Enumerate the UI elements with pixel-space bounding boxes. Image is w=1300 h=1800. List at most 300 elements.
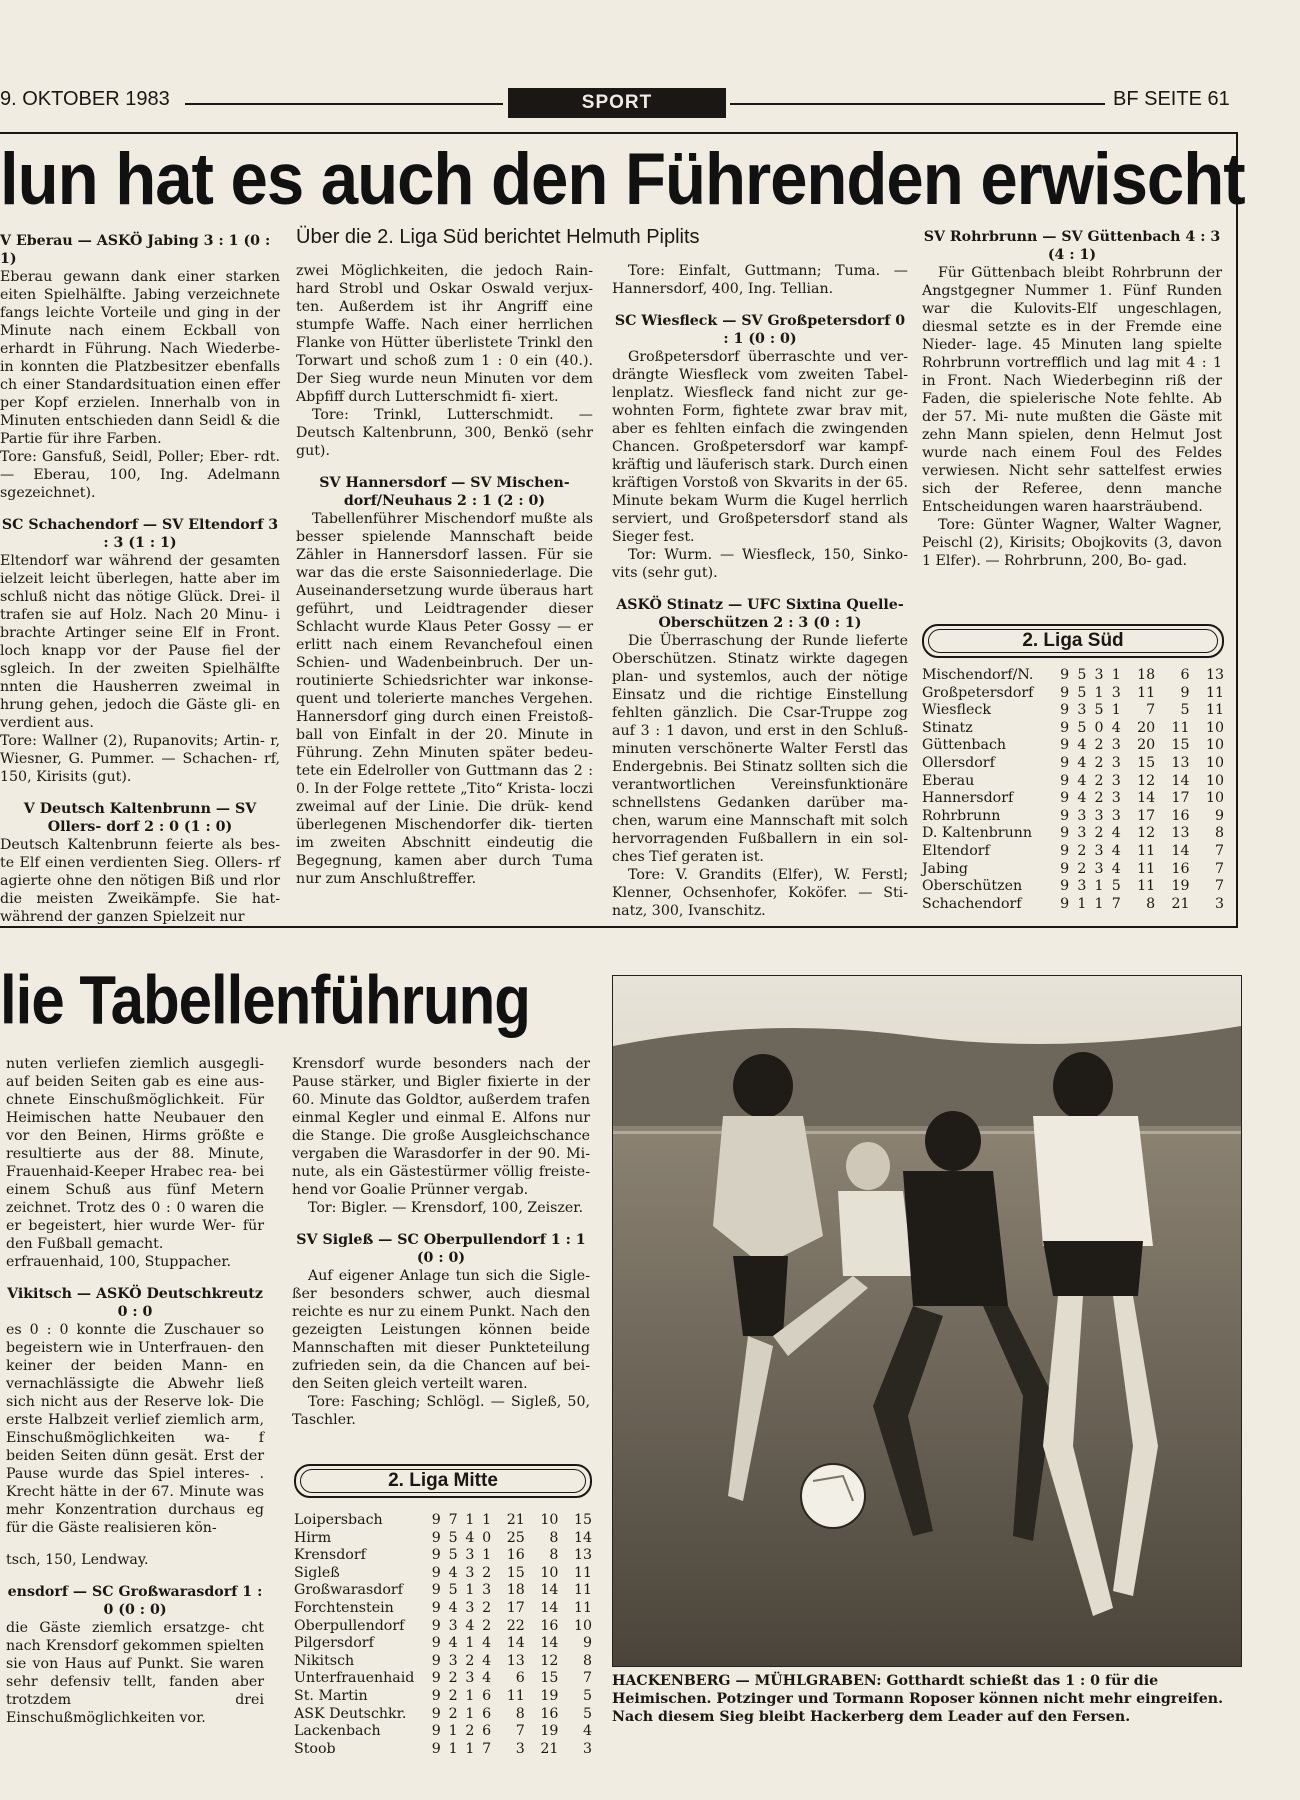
match-heading: Vikitsch — ASKÖ Deutschkreutz 0 : 0 bbox=[7, 1286, 263, 1320]
team-name: Güttenbach bbox=[922, 737, 1007, 754]
stat-cell: 4 bbox=[1077, 754, 1087, 771]
stat-cell: 3 bbox=[1111, 790, 1121, 807]
stat-cell: 1 bbox=[465, 1582, 475, 1599]
stat-cell: 4 bbox=[465, 1529, 475, 1546]
stat-cell: 0 bbox=[482, 1529, 492, 1546]
table-row bbox=[294, 1741, 592, 1759]
match-report: Auf eigener Anlage tun sich die Sigle- ßer besonders schwer, auch diesmal reichte es nur zu einem Punkt. Nach den gezeigten Leistungen können beide Mannschaften mit dieser Punkteteilung zufrieden sein, da die Chancen auf bei- den Seiten gleich verteilt waren. bbox=[292, 1268, 590, 1392]
stat-cell: 10 bbox=[573, 1617, 592, 1634]
stat-cell: 9 bbox=[431, 1705, 441, 1722]
team-name: St. Martin bbox=[294, 1687, 368, 1704]
stat-cell: 8 bbox=[1146, 895, 1156, 912]
stat-cell: 1 bbox=[465, 1512, 475, 1528]
stat-cell: 10 bbox=[540, 1512, 559, 1528]
headline-top: lun hat es auch den Führenden erwischt bbox=[0, 137, 1245, 220]
stat-cell: 7 bbox=[1214, 878, 1224, 895]
table-row bbox=[294, 1670, 592, 1688]
stat-cell: 17 bbox=[506, 1599, 525, 1616]
stat-cell: 5 bbox=[448, 1529, 458, 1546]
stat-cell: 4 bbox=[482, 1652, 492, 1669]
table-row bbox=[922, 667, 1224, 685]
stat-cell: 9 bbox=[431, 1547, 441, 1564]
stat-cell: 7 bbox=[1111, 895, 1121, 912]
stat-cell: 17 bbox=[1137, 807, 1156, 824]
stat-cell: 2 bbox=[465, 1652, 475, 1669]
team-name: Rohrbrunn bbox=[922, 807, 1001, 824]
bottom-column-1 bbox=[6, 1055, 264, 1727]
table-row bbox=[922, 861, 1224, 879]
stat-cell: 7 bbox=[448, 1512, 458, 1528]
team-name: ASK Deutschkr. bbox=[294, 1705, 407, 1722]
stat-cell: 7 bbox=[1214, 842, 1224, 859]
stat-cell: 7 bbox=[482, 1740, 492, 1757]
stat-cell: 6 bbox=[515, 1670, 525, 1687]
stat-cell: 9 bbox=[1060, 772, 1070, 789]
stat-cell: 4 bbox=[582, 1723, 592, 1740]
stat-cell: 1 bbox=[465, 1740, 475, 1757]
stat-cell: 3 bbox=[1094, 667, 1104, 683]
stat-cell: 16 bbox=[1171, 807, 1190, 824]
table-row bbox=[922, 702, 1224, 720]
stat-cell: 2 bbox=[1077, 842, 1087, 859]
stat-cell: 1 bbox=[1094, 895, 1104, 912]
stat-cell: 11 bbox=[1205, 684, 1224, 701]
stat-cell: 3 bbox=[1111, 754, 1121, 771]
stat-cell: 20 bbox=[1137, 737, 1156, 754]
stat-cell: 15 bbox=[1137, 754, 1156, 771]
stat-cell: 4 bbox=[1077, 772, 1087, 789]
stat-cell: 3 bbox=[1094, 860, 1104, 877]
stat-cell: 5 bbox=[1077, 684, 1087, 701]
match-heading: SV Hannersdorf — SV Mischen- dorf/Neuhaus 2 : 1 (2 : 0) bbox=[319, 475, 570, 509]
stat-cell: 16 bbox=[540, 1617, 559, 1634]
standings-table-mitte bbox=[294, 1512, 592, 1758]
stat-cell: 15 bbox=[1171, 737, 1190, 754]
stat-cell: 9 bbox=[1060, 667, 1070, 683]
stat-cell: 1 bbox=[1094, 878, 1104, 895]
stat-cell: 12 bbox=[1137, 772, 1156, 789]
team-name: Eltendorf bbox=[922, 842, 990, 859]
stat-cell: 5 bbox=[582, 1687, 592, 1704]
stat-cell: 9 bbox=[1180, 684, 1190, 701]
team-name: Loipersbach bbox=[294, 1512, 383, 1528]
stat-cell: 3 bbox=[448, 1652, 458, 1669]
header-rule-left bbox=[185, 103, 503, 105]
stat-cell: 2 bbox=[482, 1617, 492, 1634]
stat-cell: 4 bbox=[482, 1670, 492, 1687]
stat-cell: 1 bbox=[1111, 702, 1121, 719]
stat-cell: 7 bbox=[1146, 702, 1156, 719]
stat-cell: 13 bbox=[1171, 754, 1190, 771]
table-row bbox=[922, 878, 1224, 896]
stat-cell: 3 bbox=[465, 1547, 475, 1564]
table-row bbox=[294, 1512, 592, 1530]
team-name: Sigleß bbox=[294, 1564, 340, 1581]
table-row bbox=[922, 843, 1224, 861]
team-name: Nikitsch bbox=[294, 1652, 355, 1669]
stat-cell: 1 bbox=[1111, 667, 1121, 683]
match-report: zwei Möglichkeiten, die jedoch Rain- hard Strobl und Oskar Oswald verjux- ten. Außerdem ist ihr Angriff eine stumpfe Waffe. Nach einer herrlichen Flanke von Hütter überlistete Trinkl den Torwart und schoß zum 1 : 0 ein (40.). Der Sieg wurde neun Minuten vor dem Abpfiff durch Lutterschmidt fi- xiert. bbox=[296, 263, 593, 405]
team-name: Großpetersdorf bbox=[922, 684, 1034, 701]
stat-cell: 7 bbox=[1214, 860, 1224, 877]
bottom-column-2 bbox=[292, 1055, 590, 1429]
stat-cell: 10 bbox=[540, 1564, 559, 1581]
stat-cell: 3 bbox=[1094, 842, 1104, 859]
match-report: nuten verliefen ziemlich ausgegli- auf beiden Seiten gab es eine aus- chnete Einschußmöglichkeit. Für Heimischen hatte Neubauer den vor den Beinen, Hirms größte e resultierte aus der 88. Minute, Frauenhaid-Keeper Hrabec rea- bei einem Schuß aus fünf Metern zeichnet. Trotz des 0 : 0 waren die er begeistert, hier wurde Wer- für den Fußball gemacht. bbox=[6, 1056, 264, 1252]
stat-cell: 4 bbox=[1077, 790, 1087, 807]
stat-cell: 2 bbox=[1094, 825, 1104, 842]
stat-cell: 3 bbox=[465, 1670, 475, 1687]
stat-cell: 3 bbox=[1077, 807, 1087, 824]
page-number: BF SEITE 61 bbox=[1113, 88, 1230, 110]
stat-cell: 9 bbox=[1060, 842, 1070, 859]
table-row bbox=[922, 896, 1224, 914]
match-heading: SV Rohrbrunn — SV Güttenbach 4 : 3 (4 : 1) bbox=[923, 229, 1221, 263]
stat-cell: 9 bbox=[1060, 790, 1070, 807]
stat-cell: 9 bbox=[431, 1740, 441, 1757]
team-name: Hirm bbox=[294, 1529, 332, 1546]
stat-cell: 9 bbox=[1214, 807, 1224, 824]
match-report: Für Güttenbach bleibt Rohrbrunn der Angstgegner Nummer 1. Fünf Runden war die Kulovits-Elf ungeschlagen, diesmal setzte es in der Fremde eine Nieder- lage. 45 Minuten lang spielte Rohrbrunn vortrefflich und lag mit 4 : 1 in Front. Nach Wiederbeginn riß der Faden, die spielerische Note fehlte. Ab der 57. Mi- nute mußten die Gäste mit zehn Mann spielen, denn Helmut Jost wurde nach einem Foul des Feldes verwiesen. Nicht sehr sattelfest erwies sich der Referee, denn manche Entscheidungen waren haarsträubend. bbox=[922, 265, 1222, 515]
stat-cell: 8 bbox=[515, 1705, 525, 1722]
article-subtitle: Über die 2. Liga Süd berichtet Helmuth Piplits bbox=[296, 226, 700, 248]
stat-cell: 13 bbox=[506, 1652, 525, 1669]
stat-cell: 19 bbox=[540, 1687, 559, 1704]
stat-cell: 9 bbox=[431, 1670, 441, 1687]
team-name: Pilgersdorf bbox=[294, 1635, 374, 1652]
stat-cell: 10 bbox=[1205, 719, 1224, 736]
article-column-3 bbox=[612, 262, 908, 920]
stat-cell: 11 bbox=[1205, 702, 1224, 719]
stat-cell: 19 bbox=[540, 1723, 559, 1740]
stat-cell: 9 bbox=[431, 1687, 441, 1704]
match-heading: SC Schachendorf — SV Eltendorf 3 : 3 (1 : 1) bbox=[1, 517, 279, 551]
table-row bbox=[294, 1635, 592, 1653]
stat-cell: 8 bbox=[549, 1529, 559, 1546]
stat-cell: 11 bbox=[1137, 842, 1156, 859]
stat-cell: 4 bbox=[448, 1635, 458, 1652]
match-scorers: Tore: Fasching; Schlögl. — Sigleß, 50, Taschler. bbox=[292, 1394, 590, 1428]
team-name: D. Kaltenbrunn bbox=[922, 825, 1032, 842]
team-name: Unterfrauenhaid bbox=[294, 1670, 415, 1687]
stat-cell: 4 bbox=[1111, 825, 1121, 842]
stat-cell: 2 bbox=[448, 1705, 458, 1722]
team-name: Ollersdorf bbox=[922, 754, 995, 771]
stat-cell: 2 bbox=[1094, 754, 1104, 771]
table-row bbox=[294, 1723, 592, 1741]
stat-cell: 19 bbox=[1171, 878, 1190, 895]
table-row bbox=[922, 808, 1224, 826]
team-name: Eberau bbox=[922, 772, 975, 789]
stat-cell: 4 bbox=[448, 1599, 458, 1616]
stat-cell: 1 bbox=[448, 1723, 458, 1740]
stat-cell: 5 bbox=[1094, 702, 1104, 719]
table-row bbox=[922, 773, 1224, 791]
stat-cell: 16 bbox=[540, 1705, 559, 1722]
match-report: Krensdorf wurde besonders nach der Pause stärker, und Bigler fixierte in der 60. Minute das Goldtor, außerdem trafen einmal Kegler und einmal E. Alfons nur die Stange. Die große Ausgleichschance vergaben die Warasdorfer in der 90. Mi- nute, als ein Gästestürmer völlig freiste- hend vor Goalie Prünner vergab. bbox=[292, 1056, 590, 1198]
stat-cell: 14 bbox=[1137, 790, 1156, 807]
header-rule-right bbox=[730, 103, 1105, 105]
stat-cell: 3 bbox=[1111, 772, 1121, 789]
match-scorers: Tore: Trinkl, Lutterschmidt. — Deutsch Kaltenbrunn, 300, Benkö (sehr gut). bbox=[296, 407, 593, 459]
match-heading: SC Wiesfleck — SV Großpetersdorf 0 : 1 (0 : 0) bbox=[614, 313, 906, 347]
table-row bbox=[294, 1565, 592, 1583]
stat-cell: 13 bbox=[1171, 825, 1190, 842]
stat-cell: 9 bbox=[1060, 702, 1070, 719]
stat-cell: 4 bbox=[482, 1635, 492, 1652]
match-scorers: Tore: V. Grandits (Elfer), W. Ferstl; Klenner, Ochsenhofer, Koköfer. — Sti- natz, 300, Ivanschitz. bbox=[612, 867, 908, 919]
stat-cell: 21 bbox=[540, 1740, 559, 1757]
stat-cell: 8 bbox=[1214, 825, 1224, 842]
stat-cell: 22 bbox=[506, 1617, 525, 1634]
match-photo bbox=[612, 975, 1242, 1667]
stat-cell: 10 bbox=[1205, 737, 1224, 754]
stat-cell: 16 bbox=[506, 1547, 525, 1564]
table-row bbox=[294, 1600, 592, 1618]
match-report: Eberau gewann dank einer starken eiten Spielhälfte. Jabing verzeichnete fangs leichte Vorteile und ging in der Minute nach einem Eckball von erhardt in Führung. Nach Wiederbe- in konnten die Platzbesitzer ebenfalls ch einer Standardsituation einen effer per Kopf erzielen. Innerhalb von in Minuten entschieden dann Seidl & die Partie für ihre Farben. bbox=[0, 269, 280, 447]
match-heading: V Deutsch Kaltenbrunn — SV Ollers- dorf 2 : 0 (1 : 0) bbox=[23, 801, 257, 835]
table-row bbox=[294, 1688, 592, 1706]
stat-cell: 1 bbox=[482, 1512, 492, 1528]
team-name: Hannersdorf bbox=[922, 790, 1014, 807]
table-row bbox=[922, 685, 1224, 703]
stat-cell: 14 bbox=[540, 1635, 559, 1652]
stat-cell: 2 bbox=[482, 1564, 492, 1581]
stat-cell: 7 bbox=[515, 1723, 525, 1740]
team-name: Oberpullendorf bbox=[294, 1617, 405, 1634]
article-column-4 bbox=[922, 228, 1222, 570]
table-row bbox=[922, 720, 1224, 738]
stat-cell: 1 bbox=[482, 1547, 492, 1564]
match-heading: ASKÖ Stinatz — UFC Sixtina Quelle- Oberschützen 2 : 3 (0 : 1) bbox=[616, 597, 904, 631]
stat-cell: 21 bbox=[506, 1512, 525, 1528]
team-name: Stinatz bbox=[922, 719, 973, 736]
headline-bottom: lie Tabellenführung bbox=[0, 961, 530, 1039]
table-row bbox=[922, 790, 1224, 808]
stat-cell: 9 bbox=[1060, 684, 1070, 701]
team-name: Oberschützen bbox=[922, 878, 1023, 895]
table-row bbox=[294, 1706, 592, 1724]
stat-cell: 1 bbox=[465, 1705, 475, 1722]
stat-cell: 15 bbox=[573, 1512, 592, 1528]
table-row bbox=[922, 825, 1224, 843]
match-report: Großpetersdorf überraschte und ver- drängte Wiesfleck vom zweiten Tabel- lenplatz. Wiesfleck fand nicht zur ge- wohnten Form, fightete zwar brav mit, aber es fehlten einfach die zwingenden Chancen. Großpetersdorf war kampf- kräftig und läuferisch stark. Durch einen kräftigen Vorstoß von Skvarits in der 65. Minute bekam Wurm die Kugel herrlich serviert, und Großpetersdorf stand als Sieger fest. bbox=[612, 349, 908, 545]
table-row bbox=[294, 1618, 592, 1636]
stat-cell: 12 bbox=[540, 1652, 559, 1669]
stat-cell: 11 bbox=[1137, 684, 1156, 701]
team-name: Lackenbach bbox=[294, 1723, 381, 1740]
stat-cell: 9 bbox=[1060, 737, 1070, 754]
stat-cell: 16 bbox=[1171, 860, 1190, 877]
stat-cell: 25 bbox=[506, 1529, 525, 1546]
stat-cell: 18 bbox=[506, 1582, 525, 1599]
stat-cell: 3 bbox=[1077, 878, 1087, 895]
stat-cell: 5 bbox=[582, 1705, 592, 1722]
stat-cell: 14 bbox=[540, 1582, 559, 1599]
team-name: Jabing bbox=[922, 860, 968, 877]
stat-cell: 5 bbox=[448, 1547, 458, 1564]
stat-cell: 3 bbox=[1077, 702, 1087, 719]
photo-caption: HACKENBERG — MÜHLGRABEN: Gotthardt schießt das 1 : 0 für die Heimischen. Potzinger und Tormann Roposer können nicht mehr eingreifen. Nach diesem Sieg bleibt Hackerberg dem Leader auf den Fersen. bbox=[612, 1673, 1224, 1725]
stat-cell: 1 bbox=[1094, 684, 1104, 701]
stat-cell: 11 bbox=[1137, 878, 1156, 895]
stat-cell: 9 bbox=[1060, 754, 1070, 771]
stat-cell: 5 bbox=[1111, 878, 1121, 895]
stat-cell: 1 bbox=[448, 1740, 458, 1757]
stat-cell: 18 bbox=[1137, 667, 1156, 683]
stat-cell: 2 bbox=[1094, 737, 1104, 754]
stat-cell: 11 bbox=[1171, 719, 1190, 736]
stat-cell: 9 bbox=[431, 1564, 441, 1581]
issue-date: 9. OKTOBER 1983 bbox=[0, 88, 170, 110]
stat-cell: 1 bbox=[465, 1687, 475, 1704]
stat-cell: 14 bbox=[506, 1635, 525, 1652]
stat-cell: 9 bbox=[431, 1582, 441, 1599]
table-row bbox=[922, 737, 1224, 755]
stat-cell: 2 bbox=[1094, 772, 1104, 789]
match-report: es 0 : 0 konnte die Zuschauer so begeistern wie in Unterfrauen- den keiner der beiden Mann- en vernachlässigte die Abwehr ließ sich nicht aus der Reserve lok- Die erste Halbzeit verlief ziemlich arm, Einschußmöglichkeiten wa- f beiden Seiten dünn gesät. Erst der Pause wurde das Spiel interes- . Krecht hätte in der 67. Minute was mehr Konzentration durchaus eg für die Gäste realisieren kön- bbox=[6, 1322, 264, 1536]
stat-cell: 9 bbox=[431, 1512, 441, 1528]
stat-cell: 6 bbox=[1180, 667, 1190, 683]
match-report: Die Überraschung der Runde lieferte Oberschützen. Stinatz wirkte dagegen plan- und systemlos, auch der nötige Einsatz und die richtige Einstellung fehlten gänzlich. Die Csar-Truppe zog auf 3 : 1 davon, und erst in den Schluß- minuten verschönerte Walter Ferstl das Endergebnis. Bei Stinatz sollten sich die verantwortlichen Vereinsfunktionäre schnellstens Gedanken darüber ma- chen, warum eine Mannschaft mit solch hervorragenden Fußballern in ein sol- ches Tief geraten ist. bbox=[612, 633, 908, 865]
stat-cell: 10 bbox=[1205, 754, 1224, 771]
stat-cell: 1 bbox=[465, 1635, 475, 1652]
stat-cell: 6 bbox=[482, 1687, 492, 1704]
stat-cell: 14 bbox=[540, 1599, 559, 1616]
stat-cell: 9 bbox=[431, 1723, 441, 1740]
match-scorers: Tore: Einfalt, Guttmann; Tuma. — Hannersdorf, 400, Ing. Tellian. bbox=[612, 263, 908, 297]
match-scorers: Tor: Bigler. — Krensdorf, 100, Zeiszer. bbox=[308, 1200, 584, 1216]
stat-cell: 4 bbox=[1111, 842, 1121, 859]
stat-cell: 12 bbox=[1137, 825, 1156, 842]
stat-cell: 14 bbox=[573, 1529, 592, 1546]
match-report: die Gäste ziemlich ersatzge- cht nach Krensdorf gekommen spielten sie von Haus auf Punkt. Sie waren sehr defensiv tellt, fanden aber trotzdem drei Einschußmöglichkeiten vor. bbox=[6, 1620, 264, 1726]
team-name: Wiesfleck bbox=[922, 702, 991, 719]
stat-cell: 11 bbox=[573, 1582, 592, 1599]
stat-cell: 3 bbox=[1214, 895, 1224, 912]
stat-cell: 4 bbox=[448, 1564, 458, 1581]
stat-cell: 9 bbox=[1060, 825, 1070, 842]
stat-cell: 10 bbox=[1205, 772, 1224, 789]
section-label: SPORT bbox=[508, 88, 726, 118]
match-heading: SV Sigleß — SC Oberpullendorf 1 : 1 (0 : 0) bbox=[296, 1232, 586, 1266]
match-referee: erfrauenhaid, 100, Stuppacher. bbox=[6, 1254, 232, 1270]
stat-cell: 15 bbox=[540, 1670, 559, 1687]
stat-cell: 5 bbox=[1077, 719, 1087, 736]
stat-cell: 9 bbox=[1060, 719, 1070, 736]
stat-cell: 15 bbox=[506, 1564, 525, 1581]
team-name: Mischendorf/N. bbox=[922, 667, 1034, 683]
stat-cell: 11 bbox=[573, 1599, 592, 1616]
stat-cell: 9 bbox=[431, 1529, 441, 1546]
table-row bbox=[294, 1582, 592, 1600]
stat-cell: 11 bbox=[1137, 860, 1156, 877]
stat-cell: 3 bbox=[482, 1582, 492, 1599]
stat-cell: 3 bbox=[1111, 684, 1121, 701]
stat-cell: 17 bbox=[1171, 790, 1190, 807]
stat-cell: 9 bbox=[431, 1652, 441, 1669]
stat-cell: 13 bbox=[573, 1547, 592, 1564]
article-column-2 bbox=[296, 262, 593, 888]
table-row bbox=[294, 1530, 592, 1548]
stat-cell: 3 bbox=[1094, 807, 1104, 824]
team-name: Krensdorf bbox=[294, 1547, 366, 1564]
table-row bbox=[294, 1653, 592, 1671]
stat-cell: 9 bbox=[1060, 878, 1070, 895]
stat-cell: 3 bbox=[582, 1740, 592, 1757]
match-scorers: Tor: Wurm. — Wiesfleck, 150, Sinko- vits (sehr gut). bbox=[612, 547, 908, 581]
stat-cell: 9 bbox=[431, 1635, 441, 1652]
stat-cell: 13 bbox=[1205, 667, 1224, 683]
stat-cell: 10 bbox=[1205, 790, 1224, 807]
stat-cell: 9 bbox=[582, 1635, 592, 1652]
stat-cell: 4 bbox=[465, 1617, 475, 1634]
stat-cell: 2 bbox=[448, 1670, 458, 1687]
stat-cell: 5 bbox=[448, 1582, 458, 1599]
match-report: Deutsch Kaltenbrunn feierte als bes- te Elf einen verdienten Sieg. Ollers- rf agierte ohne den nötigen Biß und rlor die meisten Zweikämpfe. Sie hat- während der ganzen Spielzeit nur bbox=[0, 837, 280, 925]
team-name: Großwarasdorf bbox=[294, 1582, 403, 1599]
table-title-mitte: 2. Liga Mitte bbox=[294, 1464, 592, 1498]
table-row bbox=[294, 1547, 592, 1565]
stat-cell: 4 bbox=[1077, 737, 1087, 754]
stat-cell: 3 bbox=[1077, 825, 1087, 842]
stat-cell: 11 bbox=[506, 1687, 525, 1704]
stat-cell: 21 bbox=[1171, 895, 1190, 912]
stat-cell: 5 bbox=[1077, 667, 1087, 683]
stat-cell: 3 bbox=[465, 1564, 475, 1581]
stat-cell: 9 bbox=[1060, 860, 1070, 877]
stat-cell: 5 bbox=[1180, 702, 1190, 719]
stat-cell: 9 bbox=[431, 1617, 441, 1634]
match-report: Tabellenführer Mischendorf mußte als besser spielende Mannschaft beide Zähler in Hannersdorf lassen. Für sie war das die erste Saisonniederlage. Die Auseinandersetzung wurde überaus hart geführt, und Leidtragender dieser Schlacht wurde Klaus Peter Gossy — er erlitt nach einem Revanchefoul einen Schien- und Wadenbeinbruch. Der un- routinierte Schiedsrichter war inkonse- quent und tolerierte manches Vergehen. Hannersdorf ging durch einen Freistoß- ball von Einfalt in der 20. Minute in Führung. Zehn Minuten später bedeu- tete ein Edelroller von Guttmann das 2 : 0. In der Folge rettete „Tito“ Krista- loczi zweimal auf der Linie. Die drük- kend überlegenen Mischendorfer dik- tierten im zweiten Abschnitt eindeutig die Begegnung, kamen aber durch Tuma nur zum Anschlußtreffer. bbox=[296, 511, 593, 887]
stat-cell: 6 bbox=[482, 1723, 492, 1740]
stat-cell: 9 bbox=[1060, 895, 1070, 912]
stat-cell: 2 bbox=[465, 1723, 475, 1740]
stat-cell: 14 bbox=[1171, 842, 1190, 859]
table-title-sued: 2. Liga Süd bbox=[922, 624, 1224, 658]
stat-cell: 3 bbox=[1111, 807, 1121, 824]
stat-cell: 7 bbox=[582, 1670, 592, 1687]
stat-cell: 2 bbox=[1077, 860, 1087, 877]
table-row bbox=[922, 755, 1224, 773]
match-heading: ensdorf — SC Großwarasdorf 1 : 0 (0 : 0) bbox=[7, 1584, 263, 1618]
stat-cell: 4 bbox=[1111, 719, 1121, 736]
stat-cell: 4 bbox=[1111, 860, 1121, 877]
stat-cell: 14 bbox=[1171, 772, 1190, 789]
stat-cell: 3 bbox=[515, 1740, 525, 1757]
stat-cell: 3 bbox=[1111, 737, 1121, 754]
stat-cell: 3 bbox=[465, 1599, 475, 1616]
match-heading: V Eberau — ASKÖ Jabing 3 : 1 (0 : 1) bbox=[0, 233, 271, 267]
team-name: Schachendorf bbox=[922, 895, 1022, 912]
stat-cell: 20 bbox=[1137, 719, 1156, 736]
article-column-1 bbox=[0, 232, 280, 926]
match-scorers: Tore: Wallner (2), Rupanovits; Artin- r, Wiesner, G. Pummer. — Schachen- rf, 150, Kirisits (gut). bbox=[0, 733, 280, 785]
stat-cell: 11 bbox=[573, 1564, 592, 1581]
match-scorers: Tore: Gansfuß, Seidl, Poller; Eber- rdt. — Eberau, 100, Ing. Adelmann sgezeichnet). bbox=[0, 449, 280, 501]
stat-cell: 9 bbox=[431, 1599, 441, 1616]
match-report: Eltendorf war während der gesamten ielzeit leicht überlegen, hatte aber im schluß nicht das nötige Glück. Drei- il trafen sie auf Holz. Nach 20 Minu- i brachte Artinger seine Elf in Front. loch knapp vor der Pause fiel der sgleich. In der zweiten Spielhälfte nnten die Hausherren zweimal in hrung gehen, jedoch die Gäste gli- en verdient aus. bbox=[0, 553, 280, 731]
stat-cell: 1 bbox=[1077, 895, 1087, 912]
team-name: Stoob bbox=[294, 1740, 336, 1757]
standings-table-sued bbox=[922, 667, 1224, 913]
stat-cell: 8 bbox=[549, 1547, 559, 1564]
stat-cell: 2 bbox=[448, 1687, 458, 1704]
stat-cell: 0 bbox=[1094, 719, 1104, 736]
stat-cell: 2 bbox=[482, 1599, 492, 1616]
stat-cell: 8 bbox=[582, 1652, 592, 1669]
match-scorers: Tore: Günter Wagner, Walter Wagner, Peischl (2), Kirisits; Obojkovits (3, davon 1 Elfer). — Rohrbrunn, 200, Bo- gad. bbox=[922, 517, 1222, 569]
